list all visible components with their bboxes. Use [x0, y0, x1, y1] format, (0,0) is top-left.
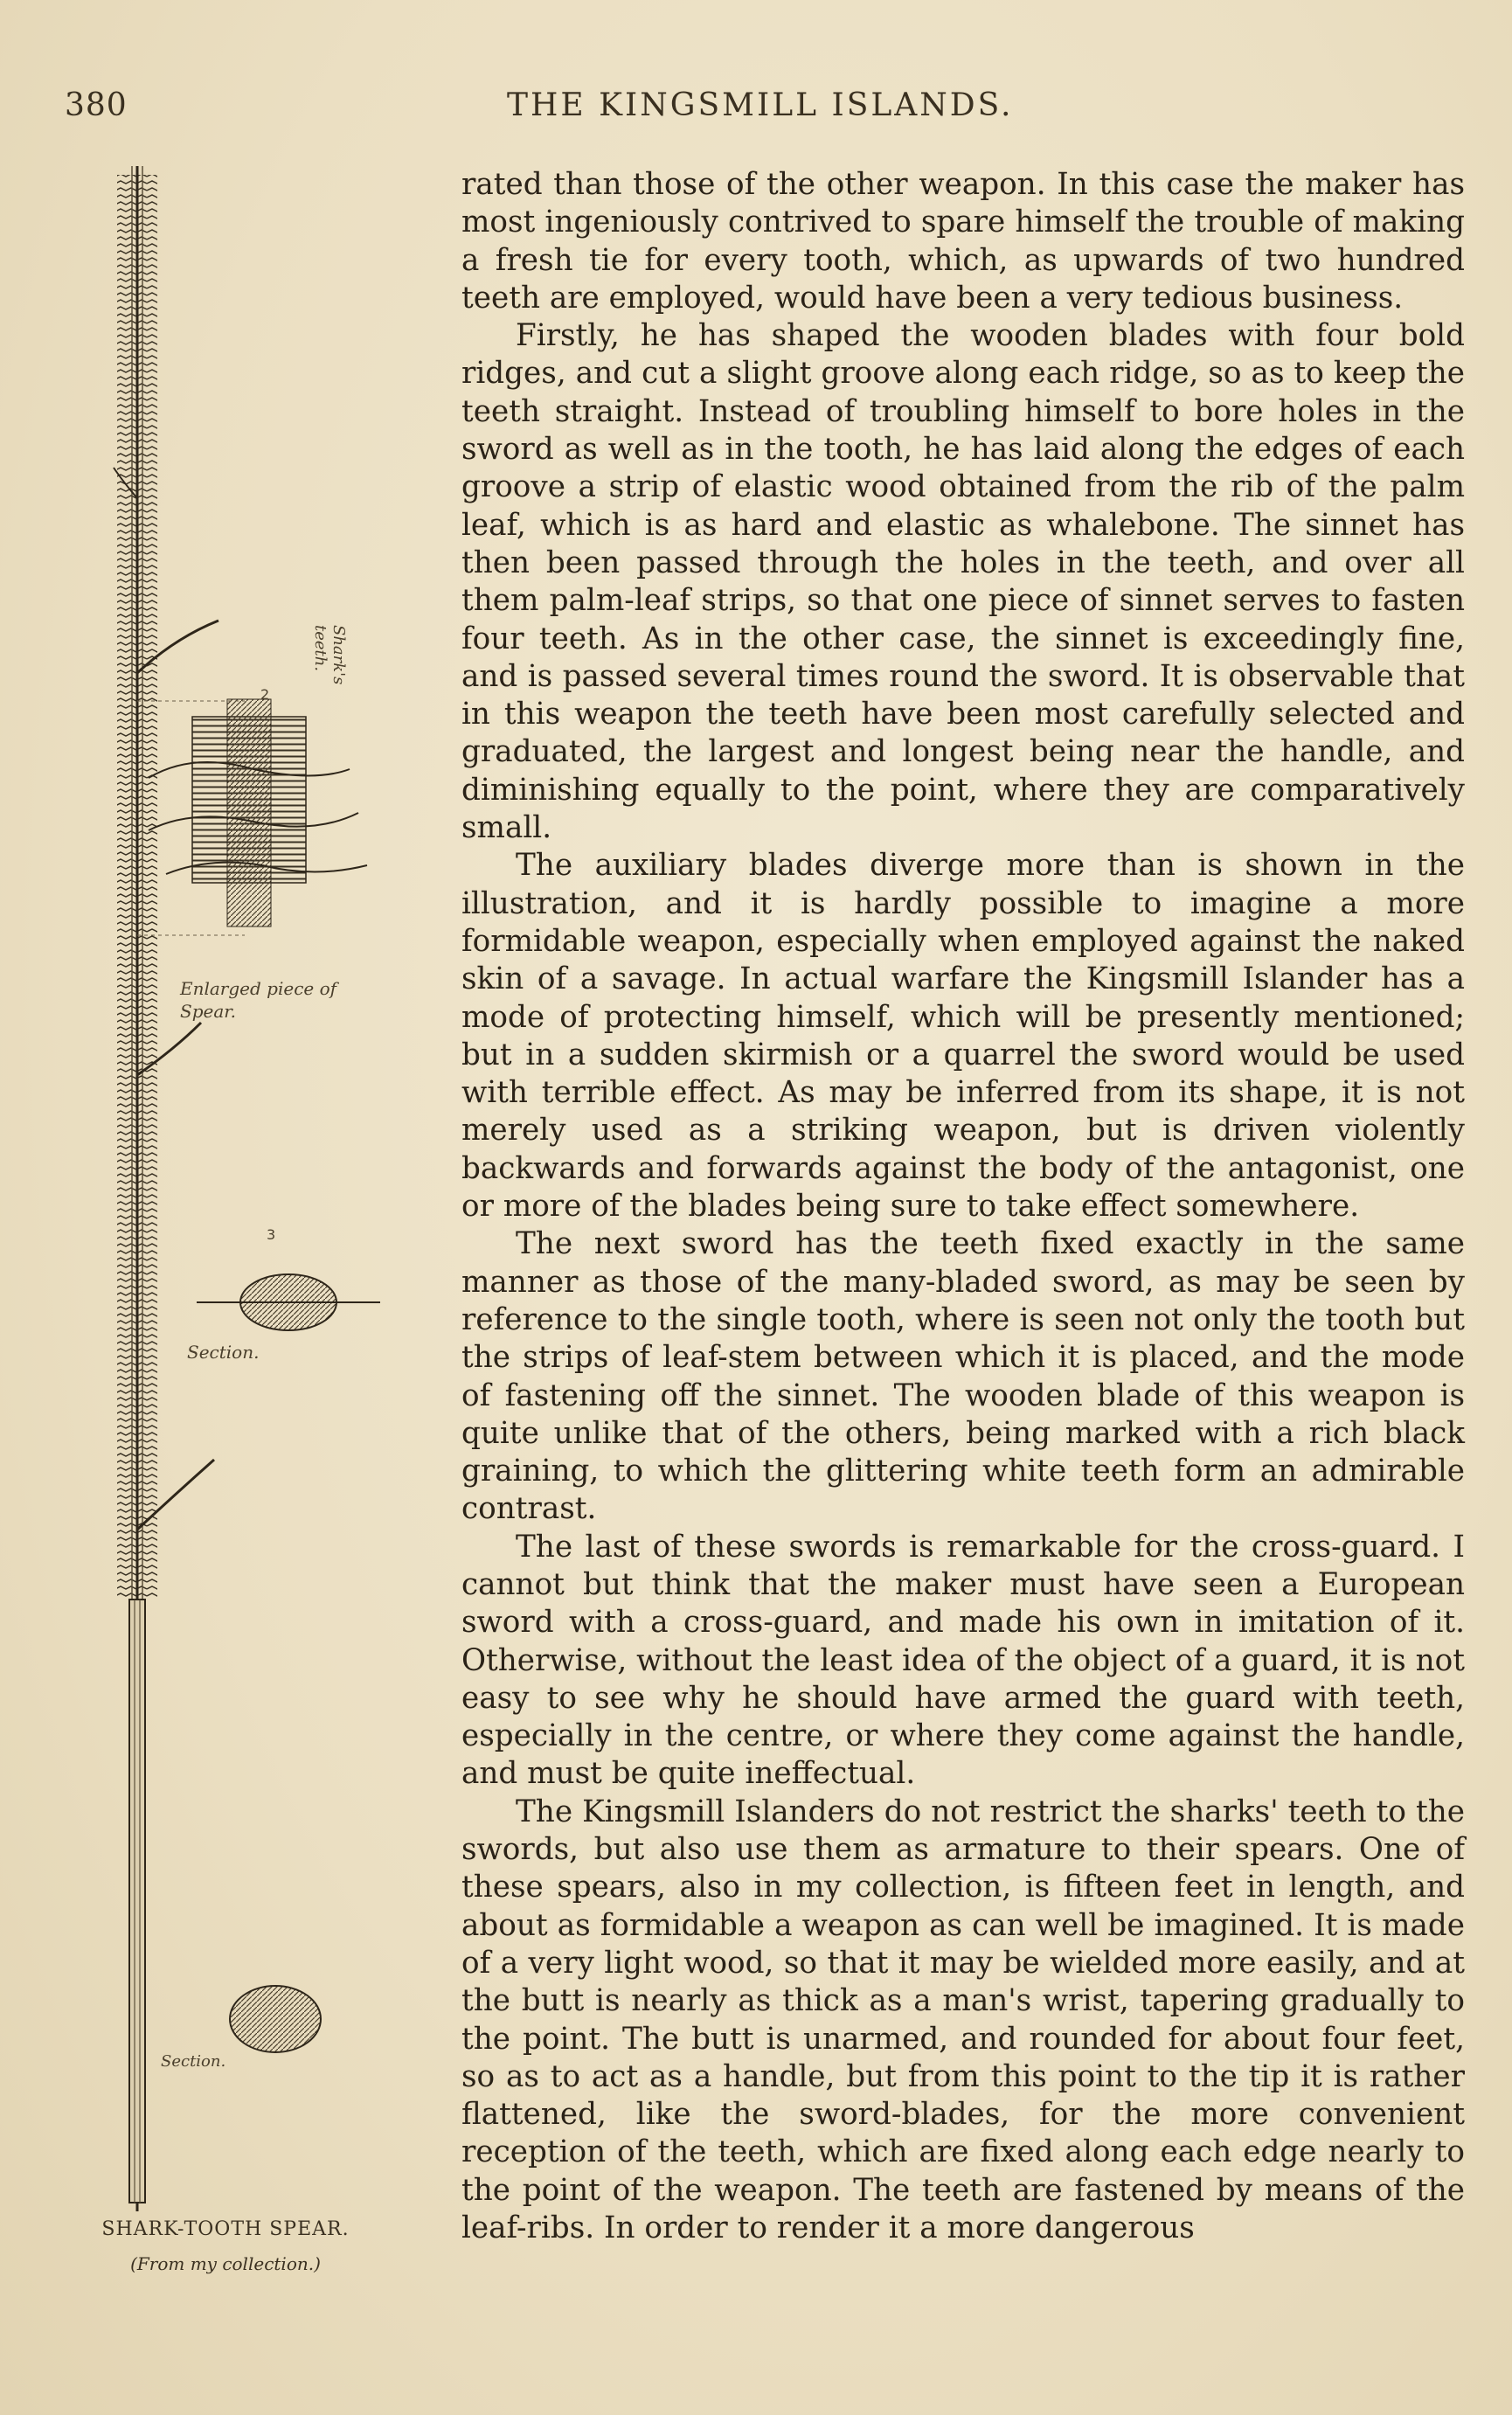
- page-header: [61, 87, 1460, 131]
- enlarged-piece-label: Enlarged piece of Spear.: [180, 978, 337, 1022]
- figure-caption-title: SHARK-TOOTH SPEAR.: [101, 2218, 350, 2240]
- paragraph-6: The Kingsmill Islanders do not restrict the sharks' teeth to the swords, but also use them as armature to their spears. One of these spears, also in my collection, is fifteen feet in length, and about as formidable a weapon as can well be imagined. It is made of a very light wood, so that it may be wielded more easily, and at the butt is nearly as thick as a man's wrist, tapering gradually to the point. The butt is unarmed, and rounded for about four feet, so as to act as a handle, but from this point to the tip it is rather flattened, like the sword-blades, for the more convenient reception of the teeth, which are fixed along each edge nearly to the point of the weapon. The teeth are fastened by means of the leaf-ribs. In order to render it a more dangerous: [461, 1794, 1465, 2246]
- figure-caption-subtitle: (From my collection.): [130, 2253, 321, 2274]
- spear-drawing: [52, 166, 428, 2211]
- paragraph-4: The next sword has the teeth fixed exactly in the same manner as those of the many-bladed sword, as may be seen by reference to the single tooth, where is seen not only the tooth but the strips of leaf-stem between which it is placed, and the mode of fastening off the sinnet. The wooden blade of this weapon is quite unlike that of the others, being marked with a rich black graining, to which the glittering white teeth form an admirable contrast.: [461, 1226, 1465, 1527]
- section-2-drawing: [230, 1986, 321, 2052]
- page-number: 380: [65, 87, 128, 123]
- figure-number-3: 3: [267, 1226, 276, 1243]
- paragraph-1: rated than those of the other weapon. In this case the maker has most ingeniously contrived to spare himself the trouble of making a fresh tie for every tooth, which, as upwards of two hundred teeth are employed, would have been a very tedious business.: [461, 167, 1465, 316]
- paragraph-2: Firstly, he has shaped the wooden blades with four bold ridges, and cut a slight groove along each ridge, so as to keep the teeth straight. Instead of troubling himself to bore holes in the sword as well as in the tooth, he has laid along the edges of each groove a strip of elastic wood obtained from the rib of the palm leaf, which is as hard and elastic as whalebone. The sinnet has then been passed through the holes in the teeth, and over all them palm-leaf strips, so that one piece of sinnet serves to fasten four teeth. As in the other case, the sinnet is exceedingly fine, and is passed several times round the sword. It is observable that in this weapon the teeth have been most carefully selected and graduated, the largest and longest being near the handle, and diminishing equally to the point, where they are comparatively small.: [461, 318, 1465, 846]
- figure-number-2: 2: [260, 686, 270, 703]
- running-title: THE KINGSMILL ISLANDS.: [507, 87, 1014, 123]
- spear-illustration: [52, 166, 428, 2290]
- section-label-1: Section.: [187, 1342, 260, 1363]
- section-label-2: Section.: [161, 2052, 226, 2071]
- shark-teeth-label: Shark's teeth.: [311, 625, 348, 685]
- paragraph-5: The last of these swords is remarkable for the cross-guard. I cannot but think that the maker must have seen a European sword with a cross-guard, and made his own in imitation of it. Otherwise, without the least idea of the object of a guard, it is not easy to see why he should have armed the guard with teeth, especially in the centre, or where they come against the handle, and must be quite ineffectual.: [461, 1529, 1465, 1792]
- body-text: [461, 166, 1465, 2247]
- paragraph-3: The auxiliary blades diverge more than is shown in the illustration, and it is hardly possible to imagine a more formidable weapon, especially when employed against the naked skin of a savage. In actual warfare the Kingsmill Islander has a mode of protecting himself, which will be presently mentioned; but in a sudden skirmish or a quarrel the sword would be used with terrible effect. As may be inferred from its shape, it is not merely used as a striking weapon, but is driven violently backwards and forwards against the body of the antagonist, one or more of the blades being sure to take effect somewhere.: [461, 848, 1465, 1225]
